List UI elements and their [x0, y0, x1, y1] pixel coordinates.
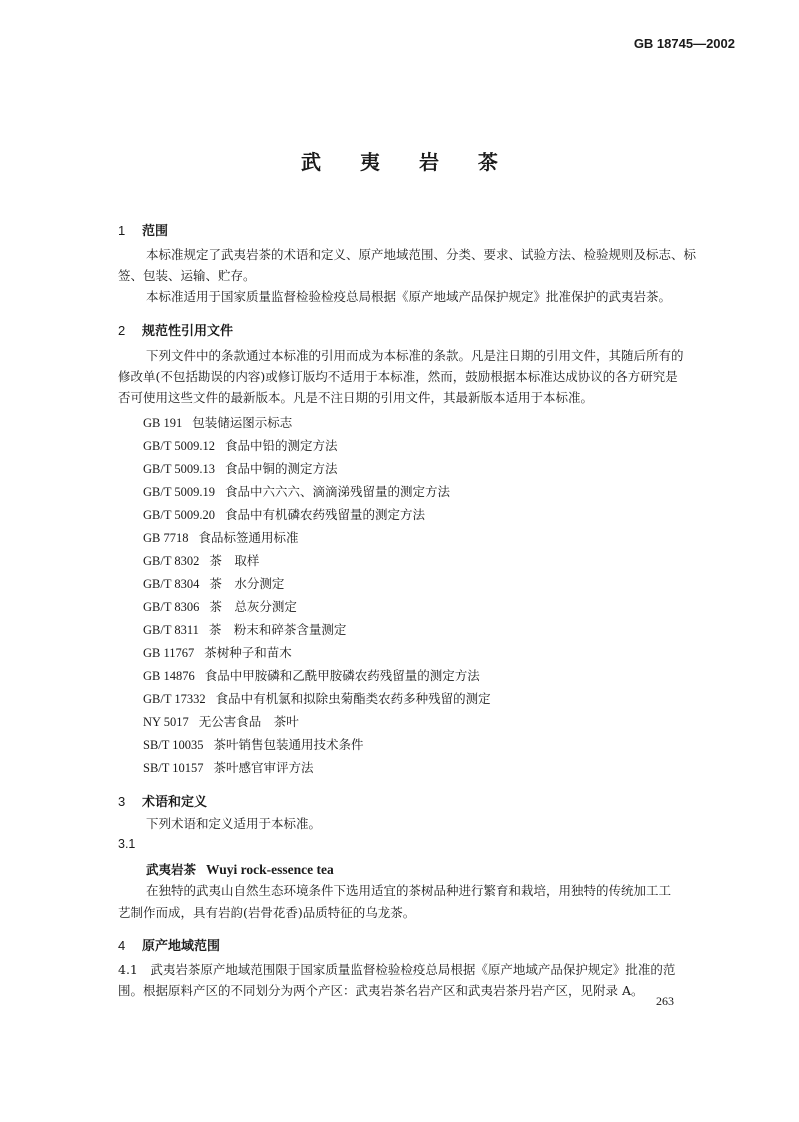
page-number: 263	[656, 994, 674, 1008]
section-number: 1	[118, 223, 126, 238]
reference-title: 食品中有机磷农药残留量的测定方法	[225, 507, 426, 522]
reference-code: GB/T 5009.13	[143, 462, 215, 476]
reference-item	[143, 689, 491, 707]
reference-title: 食品中甲胺磷和乙酰甲胺磷农药残留量的测定方法	[204, 668, 480, 683]
reference-code: GB/T 5009.19	[143, 485, 215, 499]
paragraph-line: 在独特的武夷山自然生态环境条件下选用适宜的茶树品种进行繁育和栽培，用独特的传统加工工	[146, 883, 672, 898]
paragraph-line: 本标准适用于国家质量监督检验检疫总局根据《原产地域产品保护规定》批准保护的武夷岩茶。	[146, 289, 672, 304]
reference-code: GB/T 8304	[143, 577, 200, 591]
reference-item	[143, 413, 292, 431]
section-1-heading	[118, 220, 168, 239]
reference-title: 茶树种子和苗木	[204, 645, 292, 660]
reference-item	[143, 482, 450, 500]
paragraph-line: 否可使用这些文件的最新版本。凡是不注日期的引用文件，其最新版本适用于本标准。	[118, 390, 594, 405]
paragraph-line: 艺制作而成，具有岩韵(岩骨花香)品质特征的乌龙茶。	[118, 905, 416, 920]
reference-item	[143, 436, 338, 454]
document-title: 武 夷 岩 茶	[301, 150, 514, 174]
reference-title: 茶 取样	[209, 553, 260, 568]
reference-item	[143, 597, 297, 615]
reference-code: GB/T 8306	[143, 600, 200, 614]
reference-item	[143, 620, 346, 638]
reference-title: 茶叶销售包装通用技术条件	[213, 737, 364, 752]
reference-code: GB 14876	[143, 669, 195, 683]
paragraph-line: 本标准规定了武夷岩茶的术语和定义、原产地域范围、分类、要求、试验方法、检验规则及标志、标	[146, 247, 697, 262]
paragraph-line: 下列术语和定义适用于本标准。	[146, 816, 322, 831]
reference-code: GB 191	[143, 416, 183, 430]
reference-title: 茶叶感官审评方法	[213, 760, 314, 775]
reference-code: SB/T 10035	[143, 738, 204, 752]
section-4-heading	[118, 935, 220, 954]
paragraph-line: 签、包装、运输、贮存。	[118, 268, 256, 283]
reference-title: 茶 总灰分测定	[209, 599, 297, 614]
reference-code: GB 7718	[143, 531, 189, 545]
reference-item	[143, 551, 259, 569]
section-title: 术语和定义	[142, 795, 208, 810]
term-chinese: 武夷岩茶	[146, 862, 197, 877]
paragraph-line: 4.1 武夷岩茶原产地域范围限于国家质量监督检验检疫总局根据《原产地域产品保护规定》批准的范	[118, 962, 676, 977]
reference-code: GB/T 8311	[143, 623, 199, 637]
reference-code: GB 11767	[143, 646, 195, 660]
reference-item	[143, 735, 364, 753]
reference-item	[143, 459, 338, 477]
reference-title: 食品中铜的测定方法	[225, 461, 338, 476]
subsection-number: 3.1	[118, 837, 136, 851]
reference-title: 无公害食品 茶叶	[198, 714, 299, 729]
section-number: 3	[118, 794, 126, 809]
section-title: 原产地域范围	[142, 939, 221, 954]
reference-item	[143, 528, 299, 546]
paragraph-line: 围。根据原料产区的不同划分为两个产区：武夷岩茶名岩产区和武夷岩茶丹岩产区，见附录 A。	[118, 983, 644, 998]
reference-title: 食品中六六六、滴滴涕残留量的测定方法	[225, 484, 451, 499]
paragraph-line: 修改单(不包括勘误的内容)或修订版均不适用于本标准，然而，鼓励根据本标准达成协议的各方研究是	[118, 369, 678, 384]
section-number: 4	[118, 938, 126, 953]
reference-code: GB/T 17332	[143, 692, 206, 706]
reference-code: NY 5017	[143, 715, 189, 729]
reference-title: 包装储运图示标志	[192, 415, 293, 430]
term-entry	[146, 860, 334, 878]
section-title: 规范性引用文件	[142, 324, 234, 339]
section-title: 范围	[142, 224, 169, 239]
reference-item	[143, 505, 425, 523]
reference-title: 食品中铅的测定方法	[225, 438, 338, 453]
term-english: Wuyi rock-essence tea	[206, 862, 334, 877]
reference-item	[143, 643, 292, 661]
section-number: 2	[118, 323, 126, 338]
reference-item	[143, 712, 299, 730]
reference-item	[143, 574, 284, 592]
reference-item	[143, 758, 314, 776]
reference-title: 食品标签通用标准	[198, 530, 299, 545]
reference-code: GB/T 8302	[143, 554, 200, 568]
reference-item	[143, 666, 480, 684]
standard-code: GB 18745—2002	[633, 36, 735, 51]
reference-code: SB/T 10157	[143, 761, 204, 775]
reference-title: 茶 粉末和碎茶含量测定	[208, 622, 347, 637]
reference-title: 食品中有机氯和拟除虫菊酯类农药多种残留的测定	[215, 691, 491, 706]
section-2-heading	[118, 320, 233, 339]
reference-title: 茶 水分测定	[209, 576, 285, 591]
reference-code: GB/T 5009.12	[143, 439, 215, 453]
section-3-heading	[118, 791, 207, 810]
reference-code: GB/T 5009.20	[143, 508, 215, 522]
paragraph-line: 下列文件中的条款通过本标准的引用而成为本标准的条款。凡是注日期的引用文件，其随后所有的	[146, 348, 684, 363]
